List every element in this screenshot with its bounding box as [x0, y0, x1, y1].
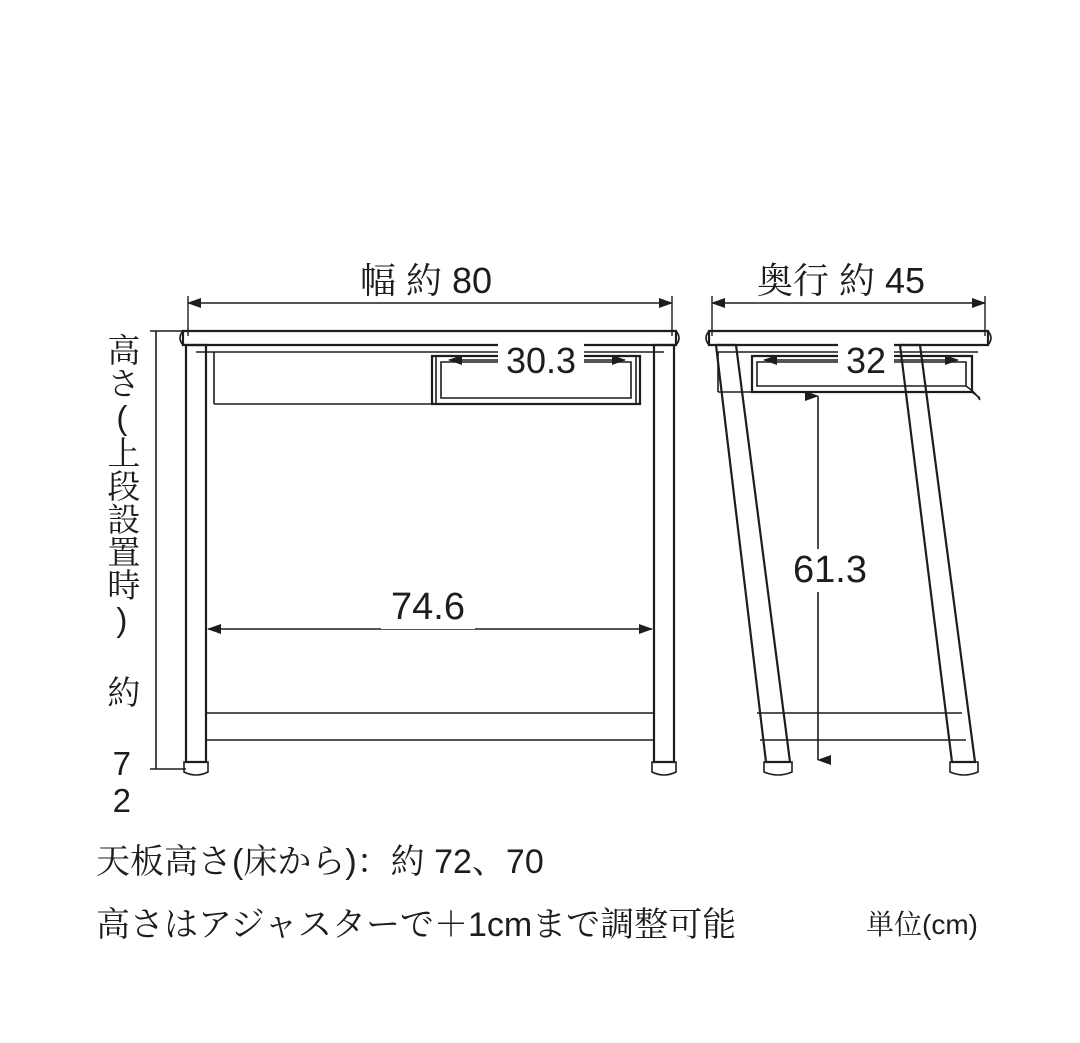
unit-note: 単位(cm)	[866, 909, 978, 940]
front-view-width-label: 幅 約 80	[360, 260, 493, 301]
side-view-depth-label: 奥行 約 45	[757, 260, 926, 301]
dimension-inner-width: 74.6	[381, 586, 475, 629]
dimension-side-height: 61.3	[785, 549, 875, 592]
height-label-vertical: 高さ(上段設置時) 約 72	[103, 333, 141, 819]
note-top-height: 天板高さ(床から)：約 72、70	[96, 843, 544, 881]
dimension-drawer-width: 30.3	[498, 340, 584, 382]
dimension-drawer-depth: 32	[838, 340, 894, 382]
note-adjuster: 高さはアジャスターで＋1cmまで調整可能	[96, 906, 737, 944]
